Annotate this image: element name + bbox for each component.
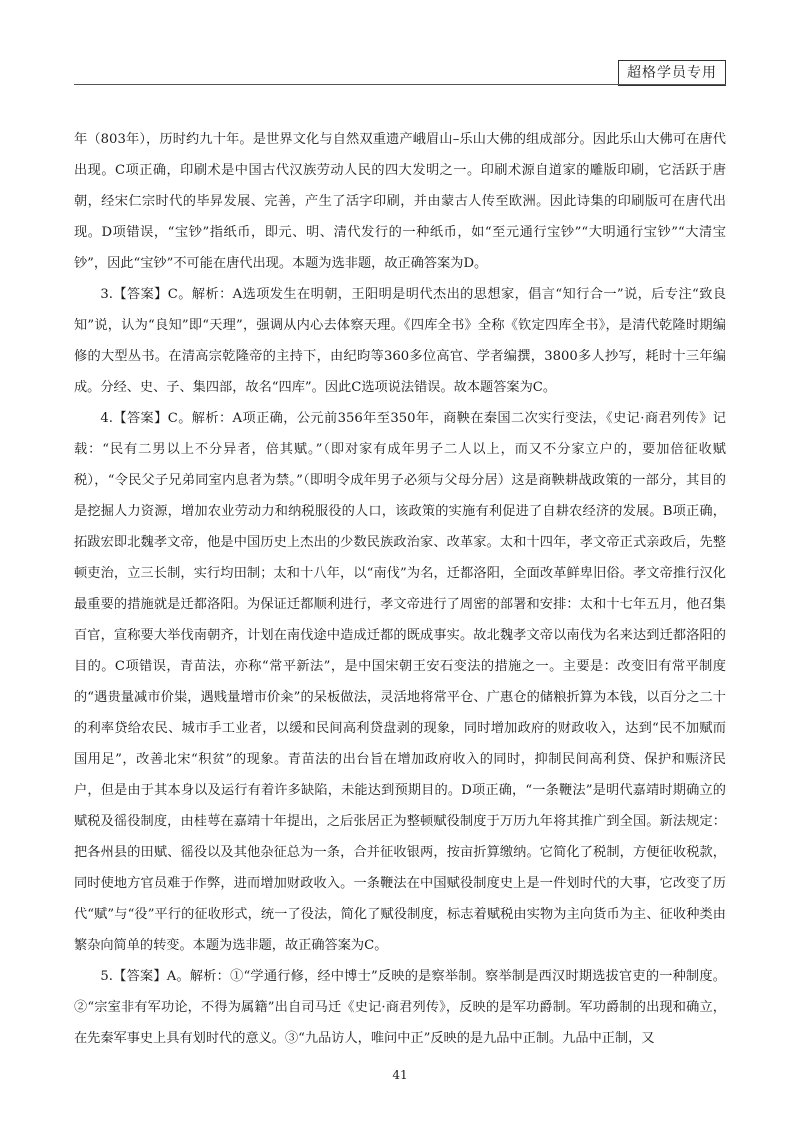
page-number: 41: [392, 1068, 408, 1082]
paragraph-answer-3: 3.【答案】C。解析：A选项发生在明朝，王阳明是明代杰出的思想家，倡言“知行合一”说，后专注“致良知”说，认为“良知”即“天理”，强调从内心去体察天理。《四库全书》全称《钦定四库全书》，是清代乾隆时期编修的大型丛书。在清高宗乾隆帝的主持下，由纪昀等360多位高官、学者编撰，3800多人抄写，耗时十三年编成。分经、史、子、集四部，故名“四库”。因此C选项说法错误。故本题答案为C。: [74, 287, 726, 395]
header-rule: [74, 84, 726, 85]
paragraph-continued: 年（803年），历时约九十年。是世界文化与自然双重遗产峨眉山–乐山大佛的组成部分。因此乐山大佛可在唐代出现。C项正确，印刷术是中国古代汉族劳动人民的四大发明之一。印刷术源自道家的雕版印刷，它活跃于唐朝，经宋仁宗时代的毕昇发展、完善，产生了活字印刷，并由蒙古人传至欧洲。因此诗集的印刷版可在唐代出现。D项错误，“宝钞”指纸币，即元、明、清代发行的一种纸币，如“至元通行宝钞”“大明通行宝钞”“大清宝钞”，因此“宝钞”不可能在唐代出现。本题为选非题，故正确答案为D。: [74, 132, 726, 271]
paragraph-answer-5: 5.【答案】A。解析：①“学通行修，经中博士”反映的是察举制。察举制是西汉时期选拔官吏的一种制度。②“宗室非有军功论，不得为属籍”出自司马迁《史记·商君列传》，反映的是军功爵制。军功爵制的出现和确立，在先秦军事史上具有划时代的意义。③“九品访人，唯问中正”反映的是九品中正制。九品中正制，又: [74, 969, 726, 1046]
exclusive-badge: 超格学员专用: [618, 60, 726, 86]
paragraph-answer-4: 4.【答案】C。解析：A项正确，公元前356年至350年，商鞅在秦国二次实行变法，《史记·商君列传》记载：“民有二男以上不分异者，倍其赋。”（即对家有成年男子二人以上，而又不分家立户的，要加倍征收赋税），“令民父子兄弟同室内息者为禁。”（即明令成年男子必须与父母分居）这是商鞅耕战政策的一部分，其目的是挖掘人力资源，增加农业劳动力和纳税服役的人口，该政策的实施有利促进了自耕农经济的发展。B项正确，拓跋宏即北魏孝文帝，他是中国历史上杰出的少数民族政治家、改革家。太和十四年，孝文帝正式亲政后，先整顿吏治，立三长制，实行均田制；太和十八年，以“南伐”为名，迁都洛阳，全面改革鲜卑旧俗。孝文帝推行汉化最重要的措施就是迁都洛阳。为保证迁都顺利进行，孝文帝进行了周密的部署和安排：太和十七年五月，他召集百官，宣称要大举伐南朝齐，计划在南伐途中造成迁都的既成事实。故北魏孝文帝以南伐为名来达到迁都洛阳的目的。C项错误，青苗法，亦称“常平新法”，是中国宋朝王安石变法的措施之一。主要是：改变旧有常平制度的“遇贵量减市价粜，遇贱量增市价籴”的呆板做法，灵活地将常平仓、广惠仓的储粮折算为本钱，以百分之二十的利率贷给农民、城市手工业者，以缓和民间高利贷盘剥的现象，同时增加政府的财政收入，达到“民不加赋而国用足”，改善北宋“积贫”的现象。青苗法的出台旨在增加政府收入的同时，抑制民间高利贷、保护和赈济民户，但是由于其本身以及运行有着许多缺陷，未能达到预期目的。D项正确，“一条鞭法”是明代嘉靖时期确立的赋税及徭役制度，由桂萼在嘉靖十年提出，之后张居正为整顿赋役制度于万历九年将其推广到全国。新法规定：把各州县的田赋、徭役以及其他杂征总为一条，合并征收银两，按亩折算缴纳。它简化了税制，方便征收税款，同时使地方官员难于作弊，进而增加财政收入。一条鞭法在中国赋役制度史上是一件划时代的大事，它改变了历代“赋”与“役”平行的征收形式，统一了役法，简化了赋役制度，标志着赋税由实物为主向货币为主、征收种类由繁杂向简单的转变。本题为选非题，故正确答案为C。: [74, 411, 726, 953]
answer-explanations: [74, 124, 726, 1054]
